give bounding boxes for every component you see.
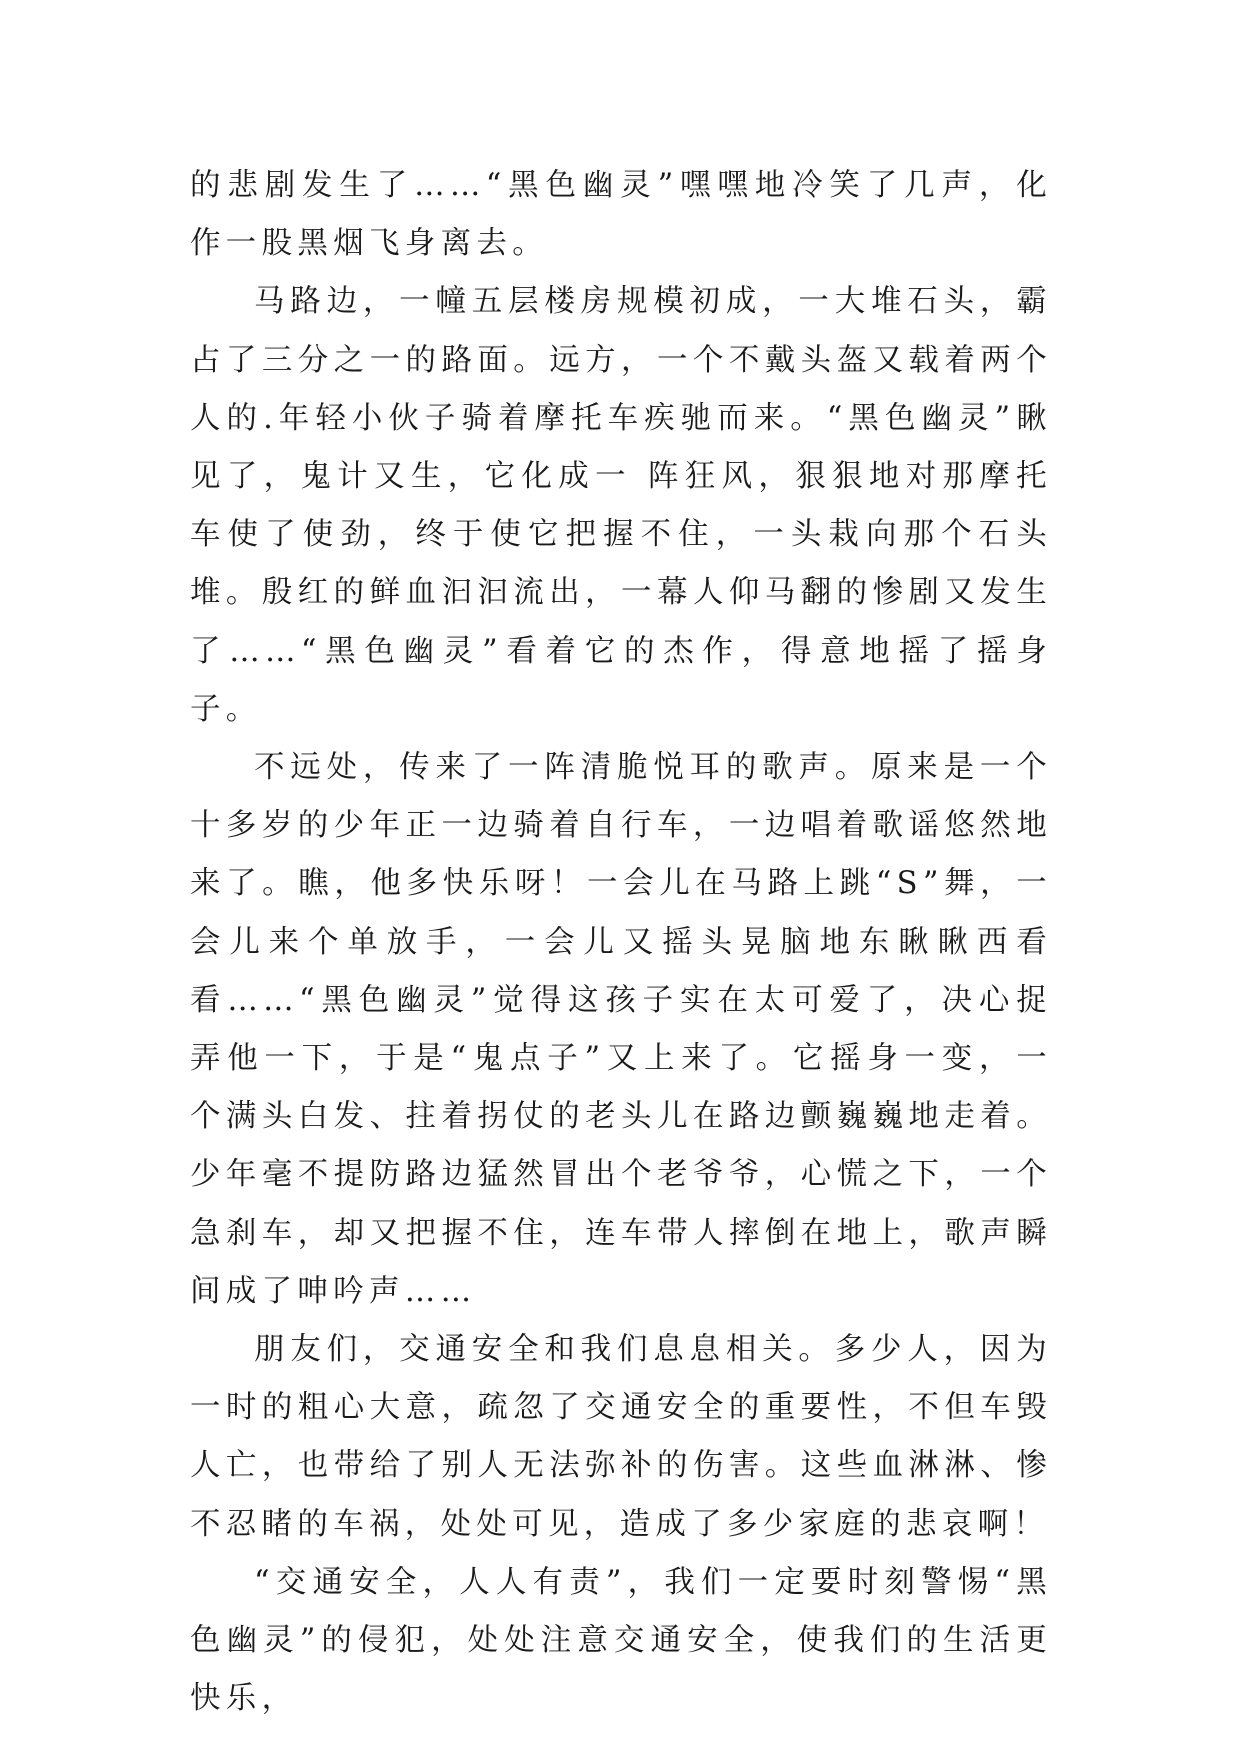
paragraph-5: “交通安全，人人有责”，我们一定要时刻警惕“黑色幽灵”的侵犯，处处注意交通安全，使我们的生活更快乐， <box>190 1564 1052 1717</box>
paragraph-2: 马路边，一幢五层楼房规模初成，一大堆石头，霸占了三分之一的路面。远方，一个不戴头盔又载着两个人的.年轻小伙子骑着摩托车疾驰而来。“黑色幽灵”瞅见了，鬼计又生，它化成一 阵狂风，狠狠地对那摩托车使了使劲，终于使它把握不住，一头栽向那个石头堆。殷红的鲜血汩汩流出，一幕人仰马翻的惨剧又发生了……“黑色幽灵”看着它的杰作，得意地摇了摇身子。 <box>190 284 1052 727</box>
paragraph-3: 不远处，传来了一阵清脆悦耳的歌声。原来是一个十多岁的少年正一边骑着自行车，一边唱着歌谣悠然地来了。瞧，他多快乐呀！一会儿在马路上跳“S”舞，一会儿来个单放手，一会儿又摇头晃脑地东瞅瞅西看看……“黑色幽灵”觉得这孩子实在太可爱了，决心捉弄他一下，于是“鬼点子”又上来了。它摇身一变，一个满头白发、拄着拐仗的老头儿在路边颤巍巍地走着。少年毫不提防路边猛然冒出个老爷爷，心慌之下，一个急刹车，却又把握不住，连车带人摔倒在地上，歌声瞬间成了呻吟声…… <box>190 750 1052 1309</box>
document-body <box>190 157 1052 1728</box>
paragraph-1: 的悲剧发生了……“黑色幽灵”嘿嘿地冷笑了几声，化作一股黑烟飞身离去。 <box>190 168 1052 262</box>
paragraph-4: 朋友们，交通安全和我们息息相关。多少人，因为一时的粗心大意，疏忽了交通安全的重要性，不但车毁人亡，也带给了别人无法弥补的伤害。这些血淋淋、惨不忍睹的车祸，处处可见，造成了多少家庭的悲哀啊！ <box>190 1332 1052 1542</box>
